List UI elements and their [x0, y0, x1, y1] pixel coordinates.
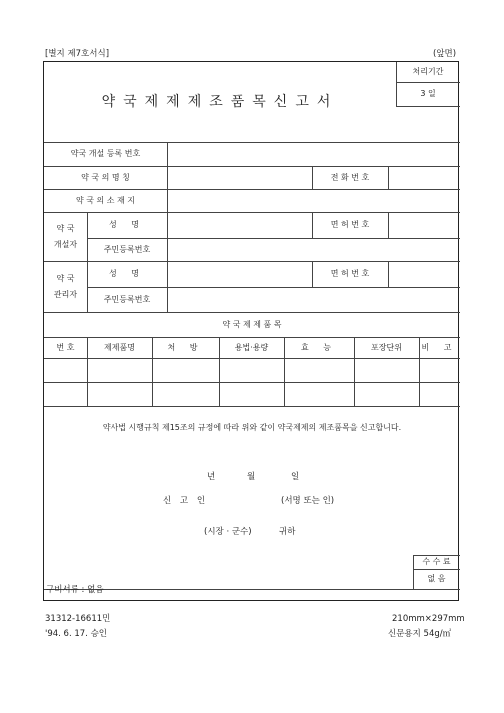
table-row[interactable] — [44, 358, 460, 382]
col-product-name: 제제품명 — [104, 342, 135, 352]
approval-date: '94. 6. 17. 승인 — [45, 629, 108, 639]
phone-label: 전 화 번 호 — [330, 172, 370, 182]
founder-label — [44, 212, 87, 261]
side-label: (앞면) — [433, 49, 457, 59]
recipient-authority: (시장 · 군수) — [204, 527, 252, 537]
declaration-form — [43, 61, 459, 601]
applicant-label: 신 고 인 — [163, 496, 209, 506]
founder-license-label: 면 허 번 호 — [330, 220, 370, 229]
manager-label-line2: 관리자 — [53, 289, 78, 299]
col-prescription: 처 방 — [167, 342, 204, 352]
items-section-title: 약 국 제 제 품 목 — [222, 319, 282, 329]
recipient-honorific: 귀하 — [279, 527, 296, 537]
paper-type: 신문용지 54g/㎡ — [388, 629, 452, 639]
declaration-text: 약사법 시행규칙 제15조의 규정에 따라 위와 같이 약국제제의 제조품목을 신고합니다. — [102, 423, 402, 432]
col-remarks: 비 고 — [421, 342, 458, 352]
signature-note: (서명 또는 인) — [281, 496, 335, 506]
manager-name-label: 성 명 — [109, 269, 145, 278]
paper-size: 210mm×297mm — [392, 614, 465, 624]
founder-name-label: 성 명 — [109, 220, 145, 229]
date-day: 일 — [291, 472, 300, 482]
fee-label: 수 수 료 — [422, 557, 451, 566]
attachments-note: 구비서류 : 없음 — [46, 585, 104, 595]
pharmacy-name-label: 약 국 의 명 칭 — [81, 172, 130, 182]
manager-resident-number-label: 주민등록번호 — [103, 294, 151, 304]
manager-label — [44, 261, 87, 312]
form-number: [별지 제7호서식] — [45, 49, 110, 59]
col-dosage: 용법·용량 — [234, 342, 269, 352]
founder-label-line2: 개설자 — [53, 239, 78, 249]
address-label: 약 국 의 소 재 지 — [75, 195, 136, 205]
fee-value: 없 음 — [427, 574, 446, 583]
date-year: 년 — [207, 472, 216, 482]
manager-license-label: 면 허 번 호 — [330, 269, 370, 278]
founder-label-line1: 약 국 — [56, 223, 75, 233]
form-title: 약국제제제조품목신고서 — [101, 94, 339, 110]
date-month: 월 — [247, 472, 256, 482]
processing-period-label: 처리기간 — [412, 67, 444, 76]
manager-label-line1: 약 국 — [56, 273, 75, 283]
founder-resident-number-label: 주민등록번호 — [103, 244, 151, 254]
processing-period-value: 3 일 — [420, 89, 436, 98]
col-efficacy: 효 능 — [301, 342, 337, 352]
table-row[interactable] — [44, 382, 460, 406]
col-number: 번 호 — [56, 342, 75, 352]
registration-number-label: 약국 개설 등록 번호 — [70, 149, 141, 158]
col-package-unit: 포장단위 — [371, 342, 402, 352]
form-code: 31312-16611민 — [45, 614, 111, 624]
